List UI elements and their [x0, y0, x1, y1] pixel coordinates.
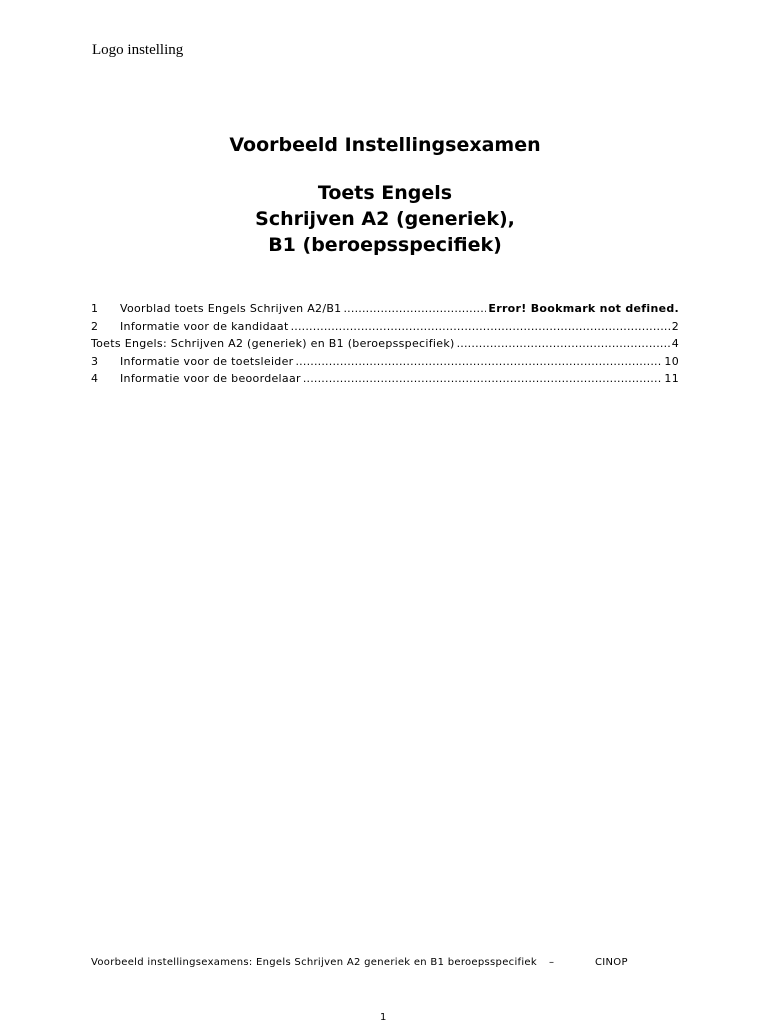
footer-page-number: 1: [380, 1012, 387, 1023]
toc-entry-number: 1: [91, 302, 99, 315]
subtitle-line-2: Schrijven A2 (generiek),: [255, 208, 515, 230]
table-of-contents: [91, 302, 679, 390]
toc-entry-number: 2: [91, 319, 99, 333]
toc-entry-page: Error! Bookmark not defined.: [488, 302, 679, 315]
toc-entry-title: Toets Engels: Schrijven A2 (generiek) en B1 (beroepsspecifiek): [91, 337, 455, 350]
footer-document-title: Voorbeeld instellingsexamens: Engels Schrijven A2 generiek en B1 beroepsspecifiek: [91, 957, 537, 968]
toc-entry-page: 2: [671, 319, 679, 333]
footer-organization: CINOP: [595, 957, 628, 968]
subtitle-line-1: Toets Engels: [317, 182, 453, 204]
toc-entry[interactable]: [91, 302, 679, 320]
toc-dot-leader: [303, 372, 663, 385]
toc-entry[interactable]: [91, 372, 679, 390]
toc-entry-page: 11: [664, 372, 679, 385]
toc-dot-leader: [343, 302, 486, 315]
document-subtitle: [0, 180, 770, 258]
toc-entry-page: 4: [671, 337, 679, 350]
toc-dot-leader: [457, 337, 670, 350]
toc-entry-number: 4: [91, 372, 99, 385]
toc-entry-title: Informatie voor de toetsleider: [120, 354, 294, 368]
toc-entry-page: 10: [664, 354, 679, 368]
toc-entry-title: Informatie voor de kandidaat: [120, 319, 289, 333]
subtitle-line-3: B1 (beroepsspecifiek): [268, 234, 502, 256]
toc-entry[interactable]: [91, 320, 679, 338]
toc-entry[interactable]: [91, 337, 679, 355]
toc-entry[interactable]: [91, 355, 679, 373]
toc-entry-title: Voorblad toets Engels Schrijven A2/B1: [120, 302, 342, 315]
toc-dot-leader: [295, 355, 662, 368]
toc-entry-number: 3: [91, 354, 99, 368]
toc-entry-title: Informatie voor de beoordelaar: [120, 372, 301, 385]
footer-separator: –: [549, 957, 555, 968]
document-title: Voorbeeld Instellingsexamen: [229, 134, 541, 156]
logo-placeholder-text: Logo instelling: [92, 42, 184, 58]
toc-dot-leader: [291, 320, 670, 333]
